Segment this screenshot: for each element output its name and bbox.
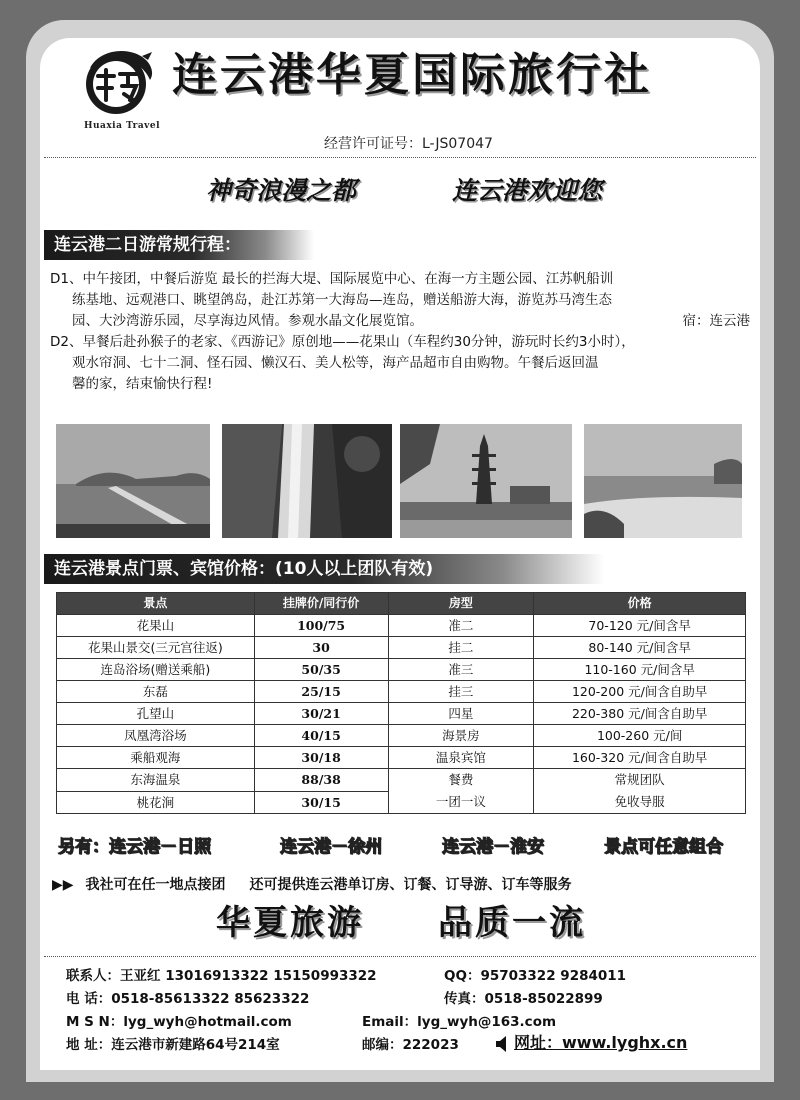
day1-line1: D1、中午接团，中餐后游览 最长的拦海大堤、国际展览中心、在海一方主题公园、江苏帆船训 <box>50 271 614 287</box>
footer-divider <box>44 956 756 957</box>
header-room: 房型 <box>388 593 534 615</box>
meal-note: 一团一议 <box>435 794 486 809</box>
photo-beach <box>584 424 742 538</box>
table-row <box>57 615 746 637</box>
itinerary-title: 连云港二日游常规行程： <box>44 230 314 260</box>
rate-cell: 220-380 元/间含自助早 <box>534 703 746 725</box>
contact-phone: 电 话：0518-85613322 85623322 <box>66 991 310 1007</box>
room-cell: 挂二 <box>388 637 534 659</box>
itinerary-text <box>50 269 750 395</box>
day2-line1: D2、早餐后赴孙猴子的老家、《西游记》原创地——花果山（车程约30分钟，游玩时长约3小时）， <box>50 334 635 350</box>
header-spot: 景点 <box>57 593 255 615</box>
other-route-xuzhou: 连云港－徐州 <box>280 837 382 857</box>
rate-cell: 100-260 元/间 <box>534 725 746 747</box>
spot-cell: 孔望山 <box>57 703 255 725</box>
other-route-combination: 景点可任意组合 <box>604 837 723 857</box>
rate-cell: 80-140 元/间含早 <box>534 637 746 659</box>
website-link[interactable]: 网址：www.lyghx.cn <box>514 1033 688 1052</box>
day1-line2: 练基地、远观港口、眺望鸽岛，赴江苏第一大海岛—连岛，赠送船游大海，游览苏马湾生态 <box>72 292 612 308</box>
photo-sea-dike <box>56 424 210 538</box>
spot-cell: 桃花涧 <box>57 791 255 814</box>
day1-lodging: 宿：连云港 <box>682 313 750 329</box>
table-row <box>57 725 746 747</box>
spot-cell: 乘船观海 <box>57 747 255 769</box>
price-cell: 25/15 <box>254 681 388 703</box>
price-cell: 30/18 <box>254 747 388 769</box>
spot-cell: 东磊 <box>57 681 255 703</box>
rate-cell: 160-320 元/间含自助早 <box>534 747 746 769</box>
day2-line2: 观水帘洞、七十二洞、怪石园、懒汉石、美人松等，海产品超市自由购物。午餐后返回温 <box>72 355 599 371</box>
other-route-huaian: 连云港－淮安 <box>442 837 544 857</box>
motto-left: 华夏旅游 <box>216 903 364 943</box>
price-cell: 100/75 <box>254 615 388 637</box>
header-rate: 价格 <box>534 593 746 615</box>
price-table <box>56 592 746 814</box>
slogan-right: 连云港欢迎您 <box>452 176 603 205</box>
price-cell: 30/21 <box>254 703 388 725</box>
day1-line3: 园、大沙湾游乐园，尽享海边风情。参观水晶文化展览馆。 <box>72 313 423 329</box>
service-text-pickup: 我社可在任一地点接团 <box>85 877 226 893</box>
price-cell: 50/35 <box>254 659 388 681</box>
contact-address: 地 址：连云港市新建路64号214室 <box>66 1037 280 1053</box>
spot-cell: 花果山景交(三元宫往返) <box>57 637 255 659</box>
table-row <box>57 659 746 681</box>
table-header-row <box>57 593 746 615</box>
day2-line3: 馨的家，结束愉快行程! <box>72 376 213 392</box>
contact-qq: QQ：95703322 9284011 <box>444 968 627 984</box>
contact-fax: 传真：0518-85022899 <box>444 991 603 1007</box>
rate-cell: 120-200 元/间含自助早 <box>534 681 746 703</box>
spot-cell: 连岛浴场(赠送乘船) <box>57 659 255 681</box>
table-row <box>57 769 746 792</box>
contact-email: Email：lyg_wyh@163.com <box>362 1014 557 1030</box>
company-name: 连云港华夏国际旅行社 <box>172 48 653 101</box>
service-line <box>52 874 572 894</box>
contact-person: 联系人：王亚红 13016913322 15150993322 <box>66 968 377 984</box>
price-cell: 40/15 <box>254 725 388 747</box>
prices-title: 连云港景点门票、宾馆价格：(10人以上团队有效) <box>44 554 604 584</box>
huaxia-logo <box>80 46 160 118</box>
meal-label: 餐费 <box>448 772 474 787</box>
contact-zip: 邮编：222023 <box>362 1037 459 1053</box>
service-text-booking: 还可提供连云港单订房、订餐、订导游、订车等服务 <box>249 877 572 893</box>
table-row <box>57 681 746 703</box>
meal-cell <box>388 769 534 814</box>
price-cell: 30 <box>254 637 388 659</box>
table-row <box>57 637 746 659</box>
room-cell: 海景房 <box>388 725 534 747</box>
header-price: 挂牌价/同行价 <box>254 593 388 615</box>
photo-pagoda <box>400 424 572 538</box>
guide-cell <box>534 769 746 814</box>
spot-cell: 凤凰湾浴场 <box>57 725 255 747</box>
rate-cell: 110-160 元/间含早 <box>534 659 746 681</box>
contact-msn: M S N：lyg_wyh@hotmail.com <box>66 1014 292 1030</box>
room-cell: 挂三 <box>388 681 534 703</box>
price-cell: 30/15 <box>254 791 388 814</box>
spot-cell: 东海温泉 <box>57 769 255 792</box>
photo-waterfall <box>222 424 392 538</box>
rate-cell: 70-120 元/间含早 <box>534 615 746 637</box>
room-cell: 四星 <box>388 703 534 725</box>
guide-note: 免收导服 <box>614 794 665 809</box>
speaker-icon <box>494 1034 510 1054</box>
spot-cell: 花果山 <box>57 615 255 637</box>
logo-caption: Huaxia Travel <box>83 121 161 131</box>
guide-label: 常规团队 <box>614 772 665 787</box>
motto-right: 品质一流 <box>438 903 586 943</box>
other-route-rizhao: 另有：连云港－日照 <box>58 837 211 857</box>
header-divider <box>44 157 756 158</box>
room-cell: 温泉宾馆 <box>388 747 534 769</box>
room-cell: 准二 <box>388 615 534 637</box>
slogan-left: 神奇浪漫之都 <box>206 176 357 205</box>
room-cell: 准三 <box>388 659 534 681</box>
license-number: 经营许可证号：L-JS07047 <box>324 136 493 152</box>
play-arrow-icon: ▶▶ <box>52 877 74 893</box>
price-cell: 88/38 <box>254 769 388 792</box>
table-row <box>57 703 746 725</box>
table-row <box>57 747 746 769</box>
